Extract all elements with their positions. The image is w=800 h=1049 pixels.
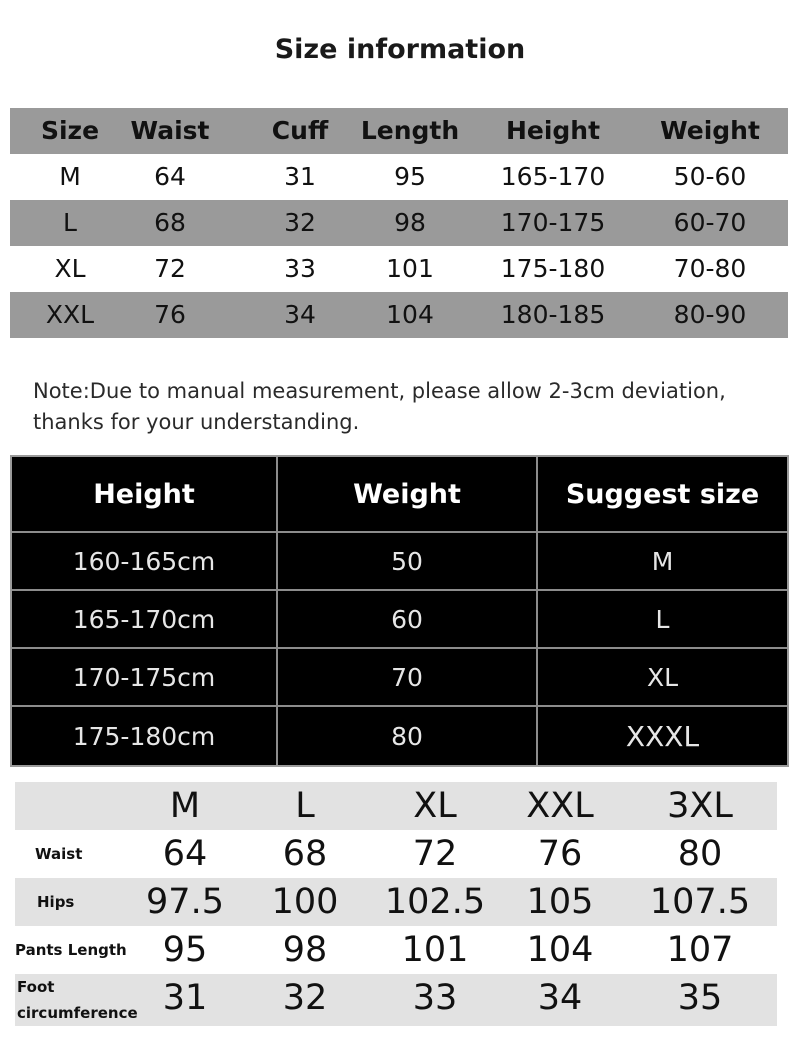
cell-weight: 50-60 <box>673 162 747 191</box>
cell-waist: 68 <box>154 208 186 237</box>
table-row <box>10 154 788 200</box>
suggest-size-table <box>10 455 789 767</box>
cell-cuff: 31 <box>284 162 316 191</box>
cell-length: 98 <box>394 208 426 237</box>
cell-height: 170-175 <box>500 208 606 237</box>
cell-value: 33 <box>412 978 458 1018</box>
column-divider <box>536 457 538 765</box>
cell-value: 32 <box>282 978 328 1018</box>
header-size-m: M <box>169 786 201 826</box>
table-row <box>15 974 777 1026</box>
measure-table-header <box>15 782 777 830</box>
table-row <box>12 533 787 589</box>
cell-value: 98 <box>282 930 328 970</box>
cell-value: 107.5 <box>649 882 751 922</box>
header-waist: Waist <box>130 116 210 145</box>
suggest-table-header <box>12 457 787 531</box>
cell-value: 100 <box>271 882 339 922</box>
table-row <box>12 707 787 765</box>
size-table <box>10 108 788 338</box>
row-label: Foot circumference <box>17 978 138 1022</box>
measurement-table <box>15 782 777 1026</box>
cell-value: 101 <box>401 930 469 970</box>
cell-height: 170-175cm <box>72 662 216 692</box>
cell-height: 180-185 <box>500 300 606 329</box>
cell-cuff: 33 <box>284 254 316 283</box>
cell-length: 95 <box>394 162 426 191</box>
header-cuff: Cuff <box>271 116 329 145</box>
page-title: Size information <box>274 34 526 65</box>
cell-weight: 60-70 <box>673 208 747 237</box>
note-line: Note:Due to manual measurement, please allow 2-3cm deviation, <box>33 379 726 403</box>
row-divider <box>12 647 787 649</box>
header-size-xl: XL <box>413 786 457 826</box>
cell-value: 76 <box>537 834 583 874</box>
row-divider <box>12 705 787 707</box>
cell-height: 175-180cm <box>72 721 216 751</box>
cell-value: 107 <box>666 930 734 970</box>
cell-height: 165-170cm <box>72 604 216 634</box>
header-weight: Weight <box>353 478 461 510</box>
cell-cuff: 32 <box>284 208 316 237</box>
cell-suggest-size: XL <box>646 662 679 692</box>
column-divider <box>276 457 278 765</box>
cell-suggest-size: XXXL <box>625 719 700 753</box>
cell-value: 105 <box>526 882 594 922</box>
cell-waist: 76 <box>154 300 186 329</box>
row-divider <box>12 531 787 533</box>
row-label: Pants Length <box>15 941 127 959</box>
header-height: Height <box>505 116 601 145</box>
table-row <box>10 292 788 338</box>
header-size: Size <box>40 116 100 145</box>
cell-value: 72 <box>412 834 458 874</box>
cell-value: 80 <box>677 834 723 874</box>
header-height: Height <box>93 478 195 510</box>
cell-value: 64 <box>162 834 208 874</box>
header-size-l: L <box>295 786 315 826</box>
cell-suggest-size: L <box>655 604 670 634</box>
cell-size: XXL <box>45 300 95 329</box>
cell-weight: 70 <box>391 662 423 692</box>
cell-value: 97.5 <box>146 882 224 922</box>
cell-weight: 60 <box>391 604 423 634</box>
cell-value: 95 <box>162 930 208 970</box>
header-length: Length <box>360 116 460 145</box>
cell-size: L <box>63 208 77 237</box>
table-row <box>15 926 777 974</box>
header-weight: Weight <box>660 116 760 145</box>
cell-weight: 80 <box>391 721 423 751</box>
cell-value: 102.5 <box>384 882 486 922</box>
table-row <box>12 591 787 647</box>
table-row <box>10 200 788 246</box>
row-label: Waist <box>35 845 83 863</box>
cell-weight: 80-90 <box>673 300 747 329</box>
cell-size: M <box>59 162 81 191</box>
measurement-note <box>33 376 783 438</box>
cell-waist: 72 <box>154 254 186 283</box>
cell-length: 104 <box>386 300 434 329</box>
size-table-header <box>10 108 788 154</box>
row-label: Hips <box>37 893 75 911</box>
table-row <box>15 878 777 926</box>
cell-suggest-size: M <box>651 546 674 576</box>
table-row <box>15 830 777 878</box>
cell-cuff: 34 <box>284 300 316 329</box>
cell-height: 175-180 <box>500 254 606 283</box>
cell-value: 35 <box>677 978 723 1018</box>
table-row <box>12 649 787 705</box>
cell-weight: 50 <box>391 546 423 576</box>
note-line: thanks for your understanding. <box>33 410 360 434</box>
cell-value: 34 <box>537 978 583 1018</box>
cell-value: 31 <box>162 978 208 1018</box>
cell-weight: 70-80 <box>673 254 747 283</box>
cell-size: XL <box>54 254 86 283</box>
header-size-3xl: 3XL <box>667 786 733 826</box>
header-size-xxl: XXL <box>526 786 594 826</box>
cell-value: 104 <box>526 930 594 970</box>
cell-height: 165-170 <box>500 162 606 191</box>
cell-length: 101 <box>386 254 434 283</box>
header-suggest-size: Suggest size <box>565 478 760 510</box>
row-divider <box>12 589 787 591</box>
table-row <box>10 246 788 292</box>
cell-value: 68 <box>282 834 328 874</box>
cell-height: 160-165cm <box>72 546 216 576</box>
cell-waist: 64 <box>154 162 186 191</box>
